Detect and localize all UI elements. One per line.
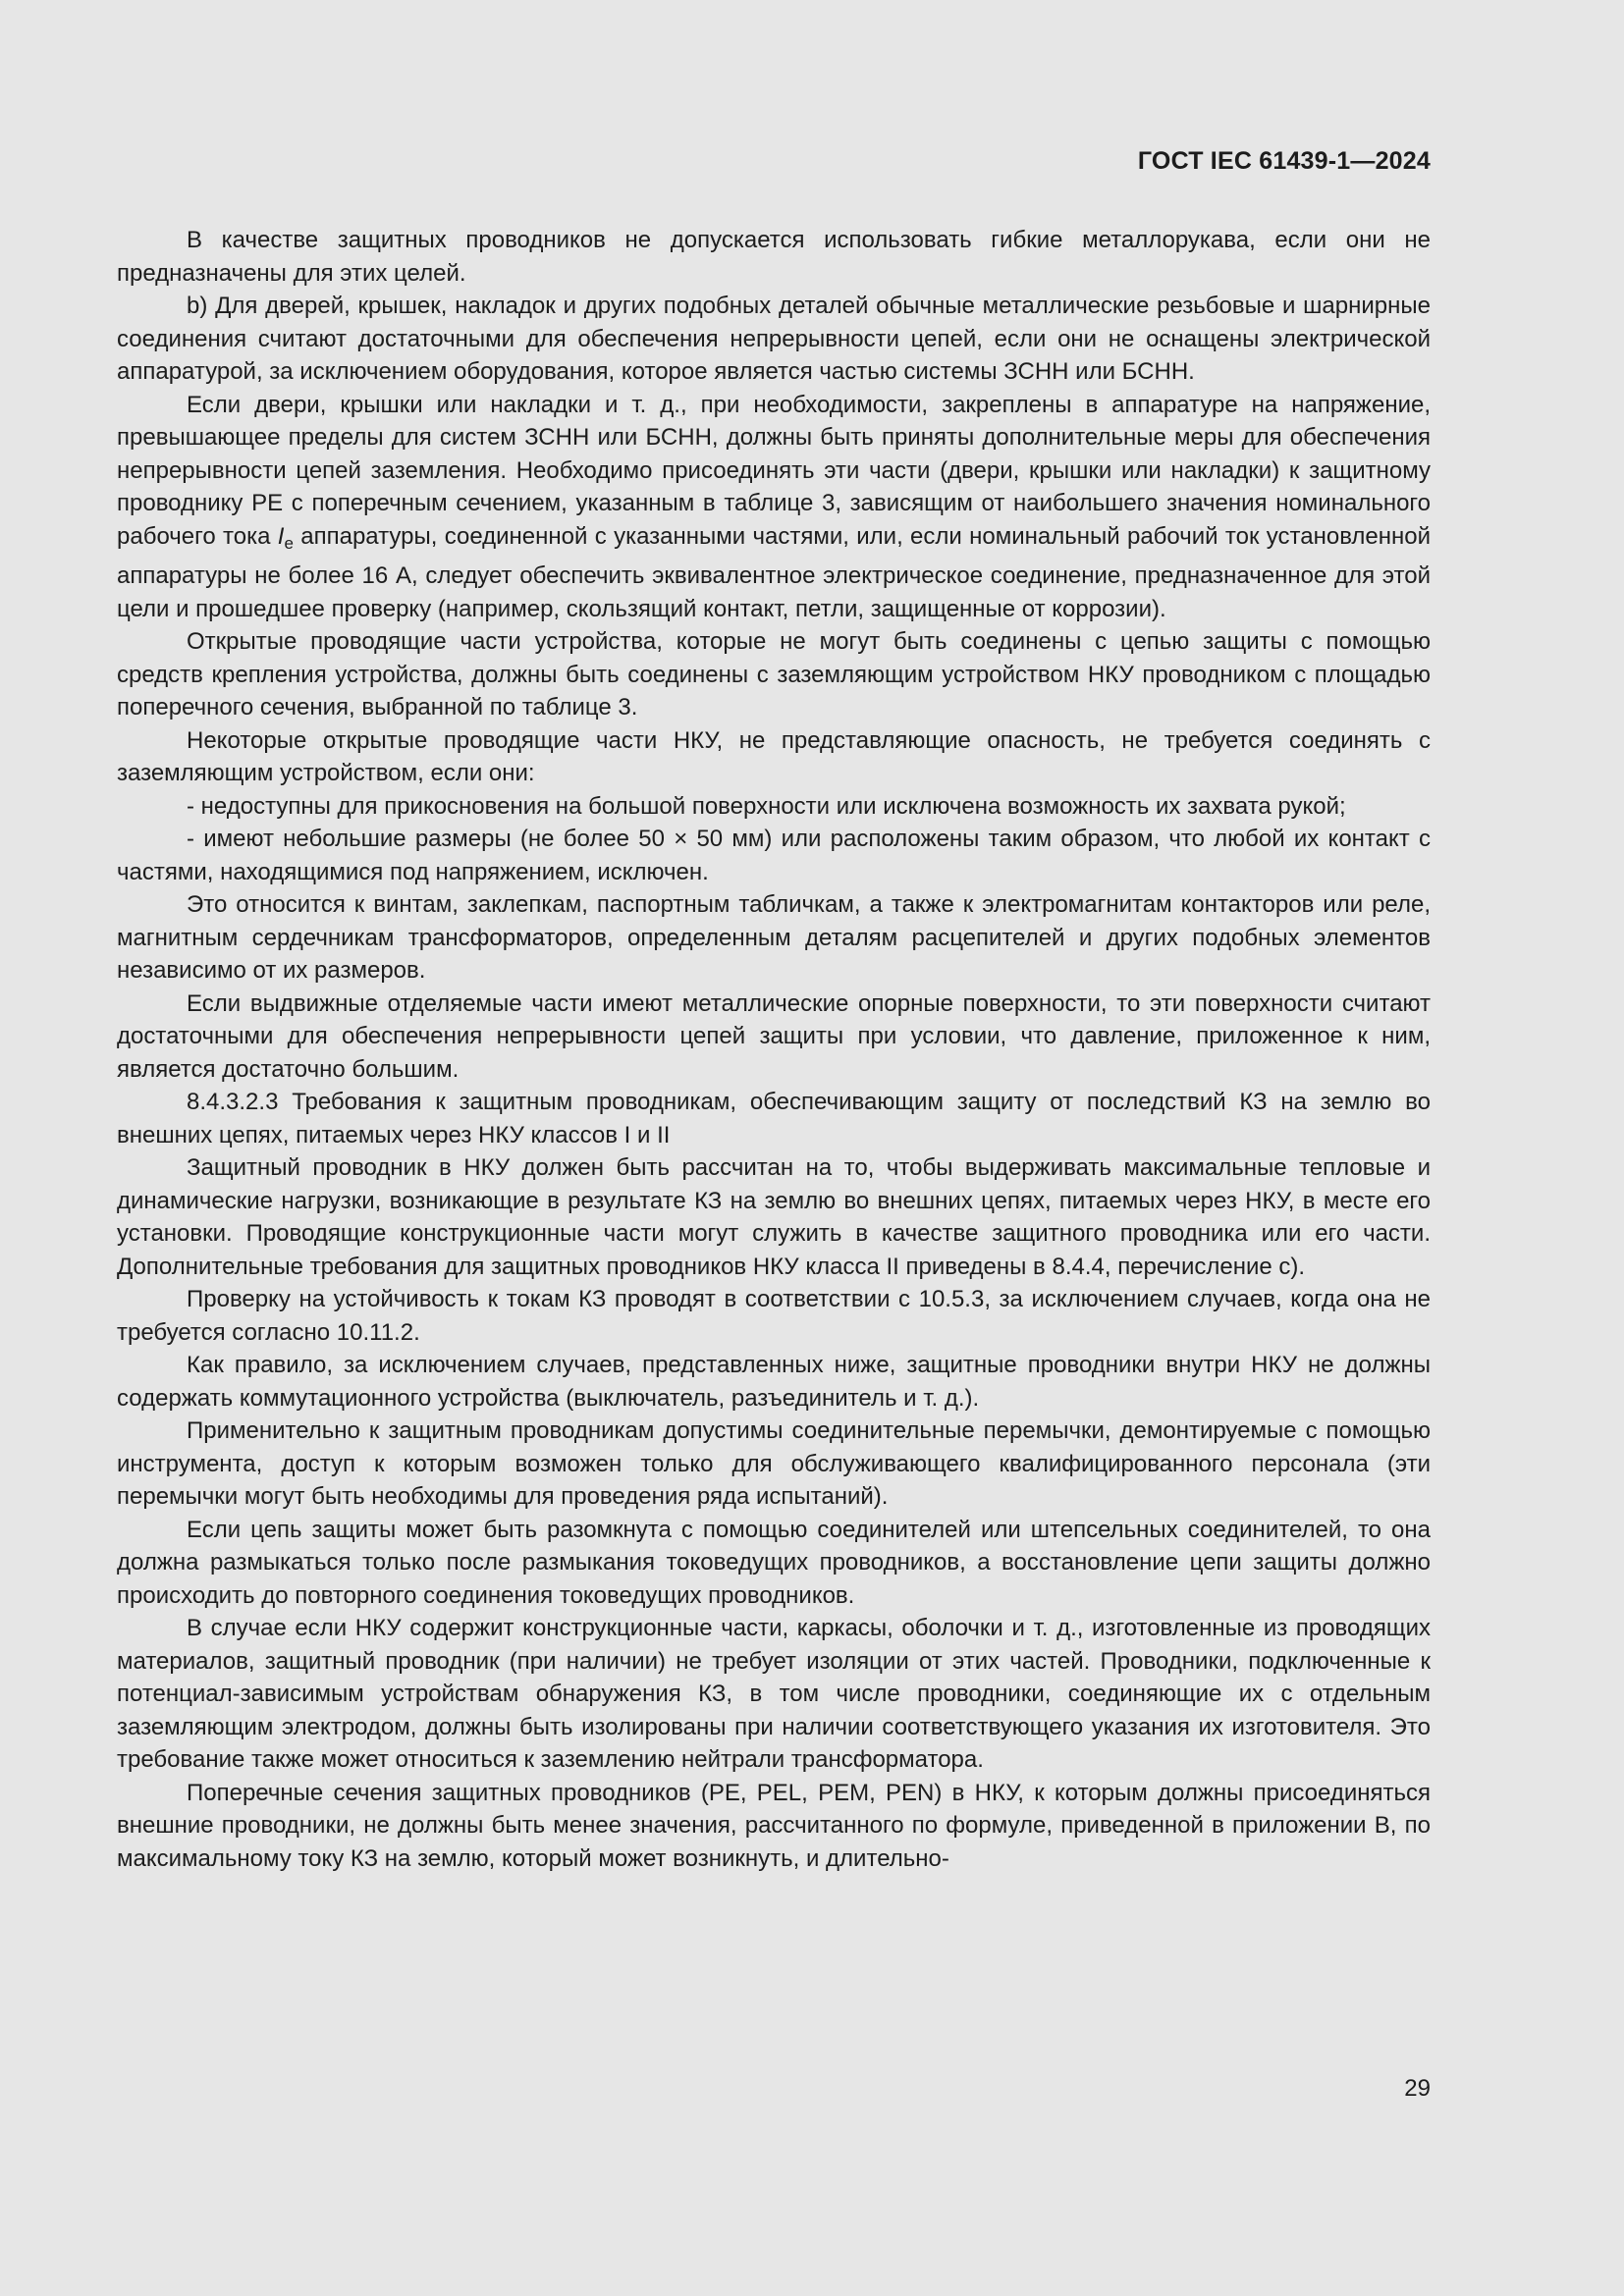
paragraph: Применительно к защитным проводникам допустимы соединительные перемычки, демонтируемые с помощью инструмента, доступ к которым возможен только для обслуживающего квалифицированного персонала (эти перемычки могут быть необходимы для проведения ряда испытаний).	[117, 1417, 1431, 1510]
list-item: - недоступны для прикосновения на большой поверхности или исключена возможность их захвата рукой;	[187, 792, 1346, 820]
document-header: ГОСТ IEC 61439-1—2024	[1137, 147, 1431, 175]
paragraph: Если выдвижные отделяемые части имеют металлические опорные поверхности, то эти поверхности считают достаточными для обеспечения непрерывности цепей защиты при условии, что давление, приложенное к ним, является достаточно большим.	[117, 989, 1431, 1083]
paragraph: Это относится к винтам, заклепкам, паспортным табличкам, а также к электромагнитам контакторов или реле, магнитным сердечникам трансформаторов, определенным деталям расцепителей и других подобных элементов независимо от их размеров.	[117, 891, 1431, 984]
list-item: - имеют небольшие размеры (не более 50 × 50 мм) или расположены таким образом, что любой их контакт с частями, находящимися под напряжением, исключен.	[117, 826, 1431, 885]
paragraph: Если цепь защиты может быть разомкнута с помощью соединителей или штепсельных соединителей, то она должна размыкаться только после размыкания токоведущих проводников, а восстановление цепи защиты должно происходить до повторного соединения токоведущих проводников.	[117, 1516, 1431, 1609]
paragraph	[117, 389, 1431, 626]
paragraph: Некоторые открытые проводящие части НКУ, не представляющие опасность, не требуется соединять с заземляющим устройством, если они:	[117, 726, 1431, 786]
current-subscript: e	[284, 533, 294, 553]
paragraph-text: Если двери, крышки или накладки и т. д., при необходимости, закреплены в аппаратуре на напряжение, превышающее пределы для систем ЗСНН или БСНН, должны быть приняты дополнительные меры для обеспечения непрерывности цепей заземления. Необходимо присоединять эти части (двери, крышки или накладки) к защитному проводнику PE с поперечным сечением, указанным в таблице 3, зависящим от наибольшего значения номинального рабочего тока	[117, 391, 1431, 550]
paragraph: В случае если НКУ содержит конструкционные части, каркасы, оболочки и т. д., изготовленные из проводящих материалов, защитный проводник (при наличии) не требует изоляции от этих частей. Проводники, подключенные к потенциал-зависимым устройствам обнаружения КЗ, в том числе проводники, соединяющие их с отдельным заземляющим электродом, должны быть изолированы при наличии соответствующего указания их изготовителя. Это требование также может относиться к заземлению нейтрали трансформатора.	[117, 1615, 1431, 1773]
current-symbol: I	[277, 522, 285, 550]
paragraph: Защитный проводник в НКУ должен быть рассчитан на то, чтобы выдерживать максимальные тепловые и динамические нагрузки, возникающие в результате КЗ на землю во внешних цепях, питаемых через НКУ, в месте его установки. Проводящие конструкционные части могут служить в качестве защитного проводника или его части. Дополнительные требования для защитных проводников НКУ класса II приведены в 8.4.4, перечисление с).	[117, 1154, 1431, 1280]
paragraph: Открытые проводящие части устройства, которые не могут быть соединены с цепью защиты с помощью средств крепления устройства, должны быть соединены с заземляющим устройством НКУ проводником с площадью поперечного сечения, выбранной по таблице 3.	[117, 628, 1431, 721]
page-number: 29	[1404, 2075, 1431, 2102]
section-heading: 8.4.3.2.3 Требования к защитным проводникам, обеспечивающим защиту от последствий КЗ на землю во внешних цепях, питаемых через НКУ классов I и II	[117, 1089, 1431, 1148]
paragraph-text-continuation: аппаратуры, соединенной с указанными частями, или, если номинальный рабочий ток установленной аппаратуры не более 16 А, следует обеспечить эквивалентное электрическое соединение, предназначенное для этой цели и прошедшее проверку (например, скользящий контакт, петли, защищенные от коррозии).	[117, 522, 1431, 622]
paragraph: Как правило, за исключением случаев, представленных ниже, защитные проводники внутри НКУ не должны содержать коммутационного устройства (выключатель, разъединитель и т. д.).	[117, 1352, 1431, 1412]
list-item-b: b) Для дверей, крышек, накладок и других подобных деталей обычные металлические резьбовые и шарнирные соединения считают достаточными для обеспечения непрерывности цепей, если они не оснащены электрической аппаратурой, за исключением оборудования, которое является частью системы ЗСНН или БСНН.	[117, 293, 1431, 385]
paragraph: Поперечные сечения защитных проводников (PE, PEL, PEM, PEN) в НКУ, к которым должны присоединяться внешние проводники, не должны быть менее значения, рассчитанного по формуле, приведенной в приложении В, по максимальному току КЗ на землю, который может возникнуть, и длительно-	[117, 1779, 1431, 1872]
paragraph: В качестве защитных проводников не допускается использовать гибкие металлорукава, если они не предназначены для этих целей.	[117, 227, 1431, 287]
paragraph: Проверку на устойчивость к токам КЗ проводят в соответствии с 10.5.3, за исключением случаев, когда она не требуется согласно 10.11.2.	[117, 1286, 1431, 1346]
document-body	[117, 224, 1431, 1875]
